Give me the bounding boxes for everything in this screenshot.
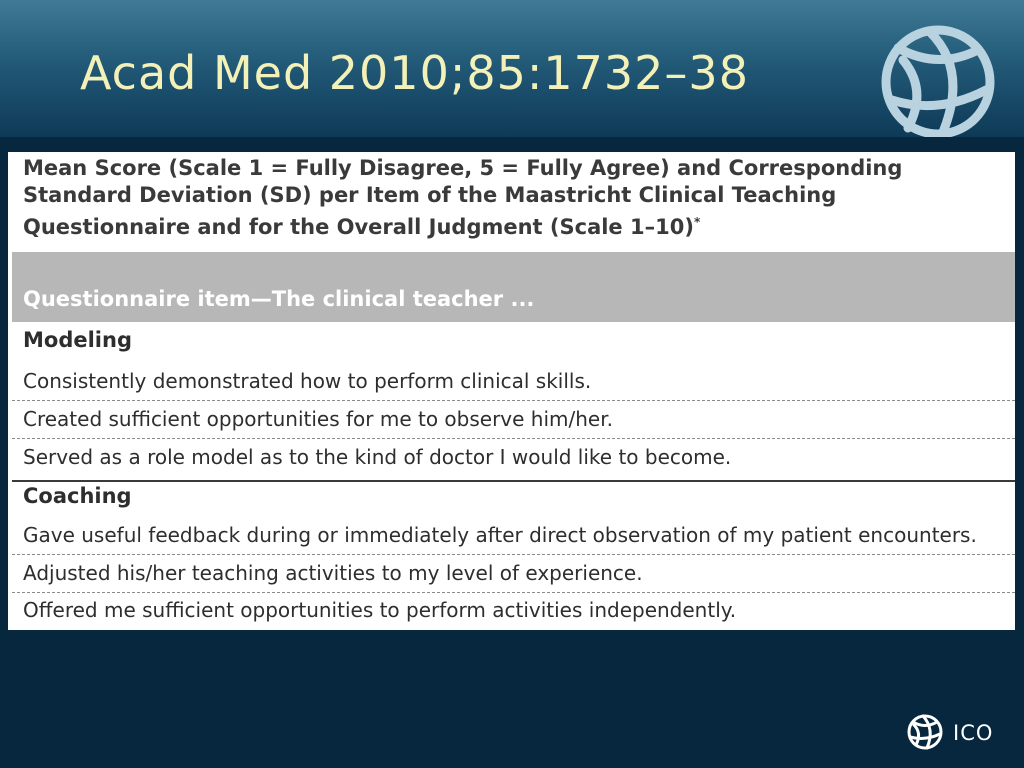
table-row: Created sufficient opportunities for me to observe him/her.: [12, 401, 1015, 439]
table-row: Offered me sufficient opportunities to perform activities independently.: [23, 598, 737, 622]
caption-line: Standard Deviation (SD) per Item of the Maastricht Clinical Teaching: [23, 183, 837, 207]
table-panel: [8, 152, 1015, 630]
globe-logo-icon: [868, 20, 1008, 137]
caption-line: [23, 209, 1003, 241]
table-caption: [23, 155, 1003, 241]
table-row: Adjusted his/her teaching activities to my level of experience.: [12, 555, 1015, 593]
ico-globe-icon: [904, 711, 946, 753]
table-row: Served as a role model as to the kind of doctor I would like to become.: [12, 439, 1015, 482]
slide-header: [0, 0, 1024, 137]
column-header: [12, 252, 1015, 322]
section-heading-modeling: Modeling: [23, 328, 132, 352]
section-heading-coaching: Coaching: [23, 484, 132, 508]
column-header-label: Questionnaire item—The clinical teacher ...: [23, 287, 535, 311]
caption-footnote-marker: *: [693, 215, 701, 229]
caption-line: Mean Score (Scale 1 = Fully Disagree, 5 = Fully Agree) and Corresponding: [23, 156, 903, 180]
table-row: Consistently demonstrated how to perform clinical skills.: [12, 364, 1015, 401]
slide-title: Acad Med 2010;85:1732–38: [80, 46, 749, 100]
caption-line-text: Questionnaire and for the Overall Judgment (Scale 1–10): [23, 215, 694, 239]
ico-logo-text: ICO: [953, 721, 994, 745]
table-row: Gave useful feedback during or immediately after direct observation of my patient encounters.: [12, 516, 1015, 555]
